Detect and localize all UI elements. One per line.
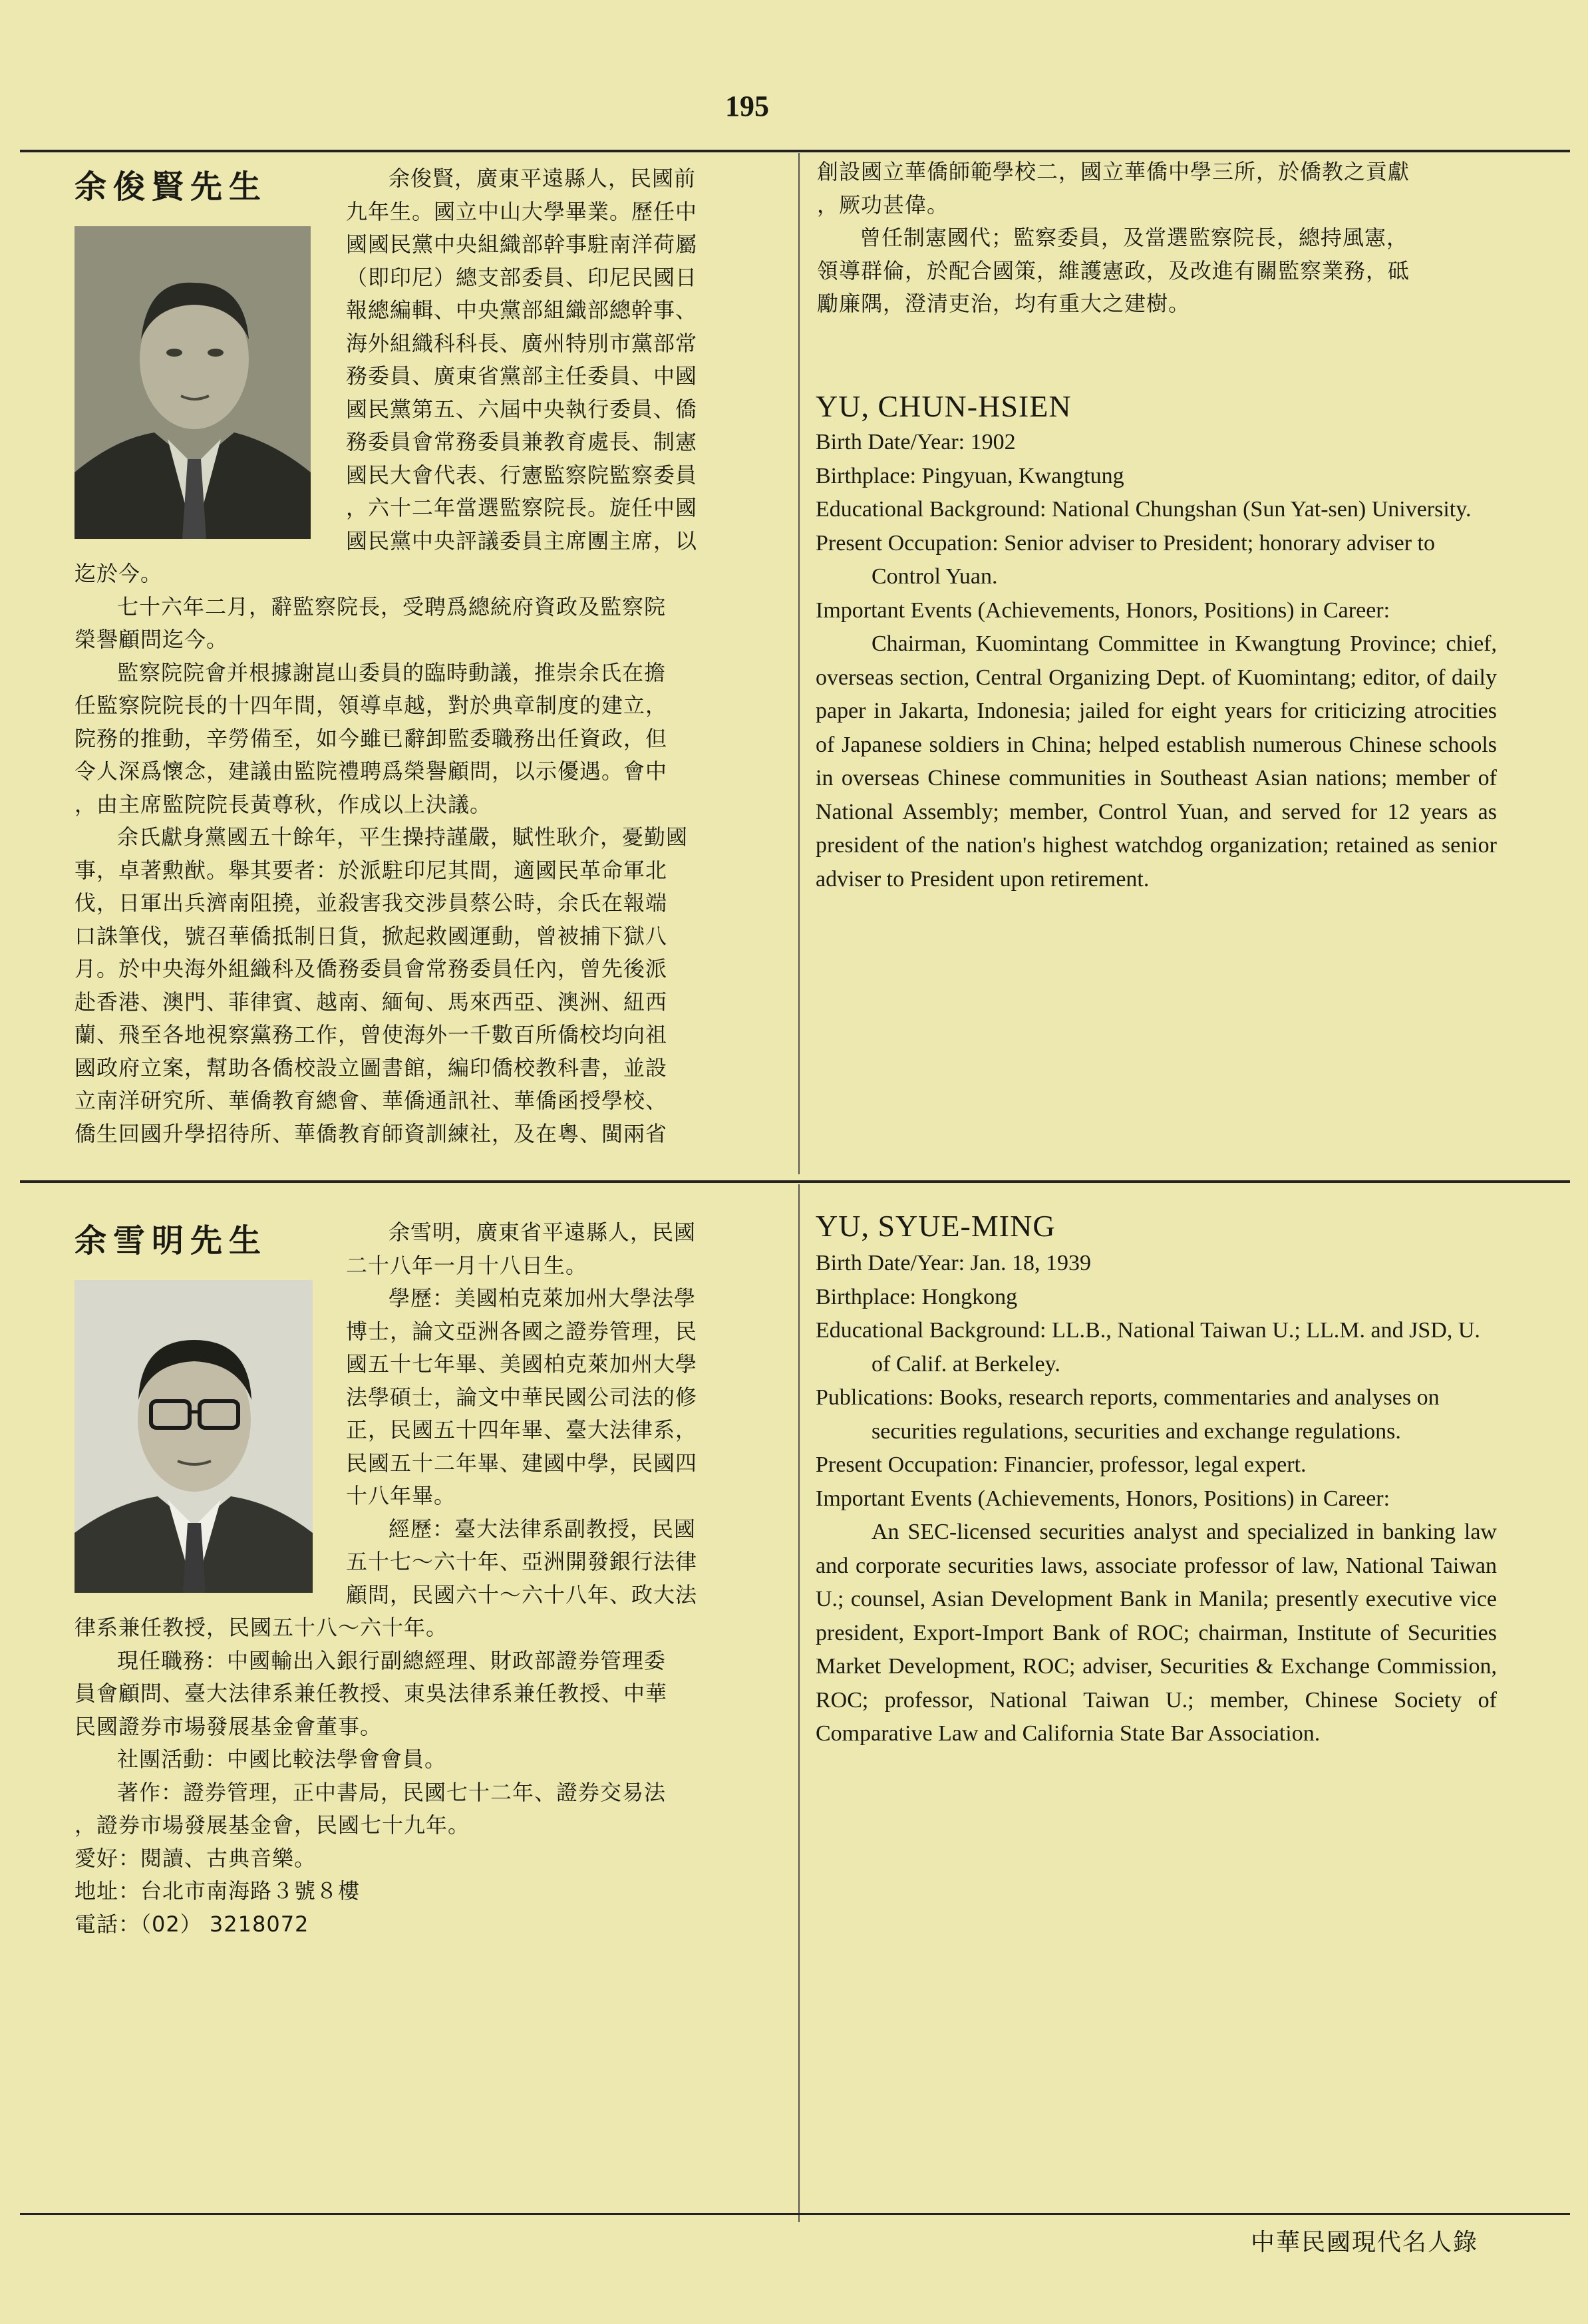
bio-line: 創設國立華僑師範學校二，國立華僑中學三所，於僑教之貢獻: [817, 159, 1410, 184]
events-text: An SEC-licensed securities analyst and specialized in banking law and corporate securities laws, associate professor of law, National Taiwan U.; counsel, Asian Development Bank in Manila; presently executive vice president, Export-Import Bank of ROC; chairman, Institute of Securities Market Development, ROC; adviser, Securities & Exchange Commission, ROC; professor, National Taiwan U.; member, Chinese Society of Comparative Law and California State Bar Association.: [816, 1520, 1497, 1746]
chinese-bio-full: [75, 558, 786, 1150]
bio-line: 僑生回國升學招待所、華僑教育師資訓練社，及在粵、閩兩省: [75, 1120, 668, 1146]
bio-line: 民國五十二年畢、建國中學，民國四: [346, 1450, 698, 1476]
bio-line: 十八年畢。: [346, 1483, 456, 1508]
bio-line: 國政府立案，幫助各僑校設立圖書館，編印僑校教科書，並設: [75, 1055, 668, 1080]
bio-line: 國五十七年畢、美國柏克萊加州大學: [346, 1351, 698, 1377]
portrait-illustration: [75, 1280, 313, 1593]
events-label: Important Events (Achievements, Honors, Positions) in Career:: [816, 1486, 1390, 1511]
birth-date: Birth Date/Year: 1902: [816, 430, 1016, 454]
bio-line: 顧問，民國六十～六十八年、政大法: [346, 1581, 698, 1607]
bio-line: ，六十二年當選監察院長。旋任中國: [346, 495, 698, 520]
bio-line: 赴香港、澳門、菲律賓、越南、緬甸、馬來西亞、澳洲、紐西: [75, 989, 668, 1015]
portrait-photo: [75, 226, 311, 539]
bio-line: 口誅筆伐，號召華僑抵制日貨，掀起救國運動，曾被捕下獄八: [75, 923, 668, 949]
occupation: Present Occupation: Senior adviser to President; honorary adviser to Control Yuan.: [816, 530, 1435, 589]
bio-line: 正，民國五十四年畢、臺大法律系，: [346, 1417, 698, 1442]
bio-line: 伐，日軍出兵濟南阻撓，並殺害我交涉員蔡公時，余氏在報端: [75, 890, 668, 915]
english-name: YU, CHUN-HSIEN: [816, 389, 1072, 423]
bio-line: 立南洋研究所、華僑教育總會、華僑通訊社、華僑函授學校、: [75, 1088, 668, 1113]
portrait-photo: [75, 1280, 313, 1593]
bio-line: 余雪明，廣東省平遠縣人，民國: [389, 1220, 697, 1245]
bottom-rule: [20, 2213, 1570, 2215]
occupation: Present Occupation: Financier, professor, legal expert.: [816, 1452, 1307, 1477]
bio-line: 律系兼任教授，民國五十八～六十年。: [75, 1615, 448, 1640]
bio-line: 余俊賢，廣東平遠縣人，民國前: [389, 166, 697, 191]
portrait-illustration: [75, 226, 311, 539]
chinese-bio-full: [75, 1611, 786, 1941]
bio-line: 二十八年一月十八日生。: [346, 1252, 588, 1278]
bio-line: 蘭、飛至各地視察黨務工作，曾使海外一千數百所僑校均向祖: [75, 1022, 668, 1047]
chinese-name: 余俊賢先生: [75, 168, 268, 206]
phone: 電話：（02） 3218072: [75, 1911, 309, 1937]
bio-line: 任監察院院長的十四年間，領導卓越，對於典章制度的建立，: [75, 693, 668, 718]
bio-line: 曾任制憲國代；監察委員，及當選監察院長，總持風憲，: [860, 225, 1409, 250]
bio-line: 五十七～六十年、亞洲開發銀行法律: [346, 1549, 698, 1574]
top-rule: [20, 150, 1570, 152]
hobby: 愛好：閱讀、古典音樂。: [75, 1845, 317, 1871]
bio-line: ，厥功甚偉。: [817, 192, 949, 218]
bio-line: ，由主席監院院長黃尊秋，作成以上決議。: [75, 791, 492, 817]
bio-line: 迄於今。: [75, 561, 163, 586]
bio-line: 國民黨中央評議委員主席團主席，以: [346, 528, 698, 554]
bio-line: 博士，論文亞洲各國之證券管理，民: [346, 1318, 698, 1344]
middle-rule: [20, 1180, 1570, 1183]
bio-line: （即印尼）總支部委員、印尼民國日: [346, 264, 698, 290]
bio-line: 報總編輯、中央黨部組織部總幹事、: [346, 297, 698, 323]
bio-line: 民國證券市場發展基金會董事。: [75, 1713, 383, 1739]
bio-line: 員會顧問、臺大法律系兼任教授、東吳法律系兼任教授、中華: [75, 1681, 668, 1706]
bio-line: 務委員會常務委員兼教育處長、制憲: [346, 429, 698, 454]
bio-line: 法學碩士，論文中華民國公司法的修: [346, 1384, 698, 1410]
bio-line: 著作：證券管理，正中書局，民國七十二年、證券交易法: [117, 1779, 667, 1805]
bio-line: 七十六年二月，辭監察院長，受聘爲總統府資政及監察院: [117, 593, 667, 619]
bio-line: 務委員、廣東省黨部主任委員、中國: [346, 363, 698, 389]
birth-date: Birth Date/Year: Jan. 18, 1939: [816, 1251, 1091, 1275]
bio-line: 監察院院會并根據謝崑山委員的臨時動議，推崇余氏在擔: [117, 659, 667, 685]
chinese-bio-beside-photo: [346, 1216, 785, 1611]
bio-line: 九年生。國立中山大學畢業。歷任中: [346, 198, 698, 224]
footer-title: 中華民國現代名人錄: [1251, 2229, 1479, 2256]
english-bio: [816, 426, 1497, 896]
chinese-bio-continued: [817, 156, 1522, 321]
bio-line: 勵廉隅，澄清吏治，均有重大之建樹。: [817, 291, 1191, 316]
education: Educational Background: National Chungshan (Sun Yat-sen) University.: [816, 497, 1472, 522]
bio-line: 學歷：美國柏克萊加州大學法學: [389, 1285, 697, 1311]
education: Educational Background: LL.B., National Taiwan U.; LL.M. and JSD, U. of Calif. at Berkeley.: [816, 1318, 1480, 1377]
column-divider-bottom: [798, 1184, 800, 2222]
bio-line: 令人深爲懷念，建議由監院禮聘爲榮譽顧問，以示優遇。會中: [75, 758, 668, 784]
birthplace: Birthplace: Pingyuan, Kwangtung: [816, 463, 1124, 488]
column-divider-top: [798, 153, 800, 1174]
bio-line: 領導群倫，於配合國策，維護憲政，及改進有關監察業務，砥: [817, 257, 1410, 283]
bio-line: 余氏獻身黨國五十餘年，平生操持謹嚴，賦性耿介，憂勤國: [117, 824, 689, 850]
english-name: YU, SYUE-MING: [816, 1209, 1056, 1243]
birthplace: Birthplace: Hongkong: [816, 1284, 1018, 1309]
bio-line: 月。於中央海外組織科及僑務委員會常務委員任內，曾先後派: [75, 956, 668, 981]
bio-line: ，證券市場發展基金會，民國七十九年。: [75, 1812, 470, 1838]
bio-line: 經歷：臺大法律系副教授，民國: [389, 1516, 697, 1542]
publications: Publications: Books, research reports, commentaries and analyses on securities regulations, securities and exchange regulations.: [816, 1385, 1440, 1444]
chinese-bio-beside-photo: [346, 162, 785, 558]
chinese-name: 余雪明先生: [75, 1222, 268, 1259]
page-number: 195: [725, 90, 769, 122]
english-bio: [816, 1247, 1497, 1751]
bio-line: 榮譽顧問迄今。: [75, 627, 229, 652]
address: 地址：台北市南海路３號８樓: [75, 1878, 361, 1904]
bio-line: 社團活動：中國比較法學會會員。: [117, 1746, 447, 1772]
bio-line: 院務的推動，辛勞備至，如今雖已辭卸監委職務出任資政，但: [75, 725, 668, 751]
bio-line: 海外組織科科長、廣州特別市黨部常: [346, 330, 698, 356]
bio-line: 事，卓著勲猷。舉其要者：於派駐印尼其間，適國民革命軍北: [75, 857, 668, 883]
events-label: Important Events (Achievements, Honors, Positions) in Career:: [816, 597, 1390, 623]
bio-line: 現任職務：中國輸出入銀行副總經理、財政部證券管理委: [117, 1647, 667, 1673]
bio-line: 國國民黨中央組織部幹事駐南洋荷屬: [346, 232, 698, 257]
bio-line: 國民黨第五、六屆中央執行委員、僑: [346, 396, 698, 422]
bio-line: 國民大會代表、行憲監察院監察委員: [346, 462, 698, 488]
events-text: Chairman, Kuomintang Committee in Kwangtung Province; chief, overseas section, Central Organizing Dept. of Kuomintang; editor, of daily paper in Jakarta, Indonesia; jailed for eight years for criticizing atrocities of Japanese soldiers in China; helped establish numerous Chinese schools in overseas Chinese communities in Southeast Asian nations; member of National Assembly; member, Control Yuan, and served for 12 years as president of the nation's highest watchdog organization; retained as senior adviser to President upon retirement.: [816, 631, 1497, 892]
